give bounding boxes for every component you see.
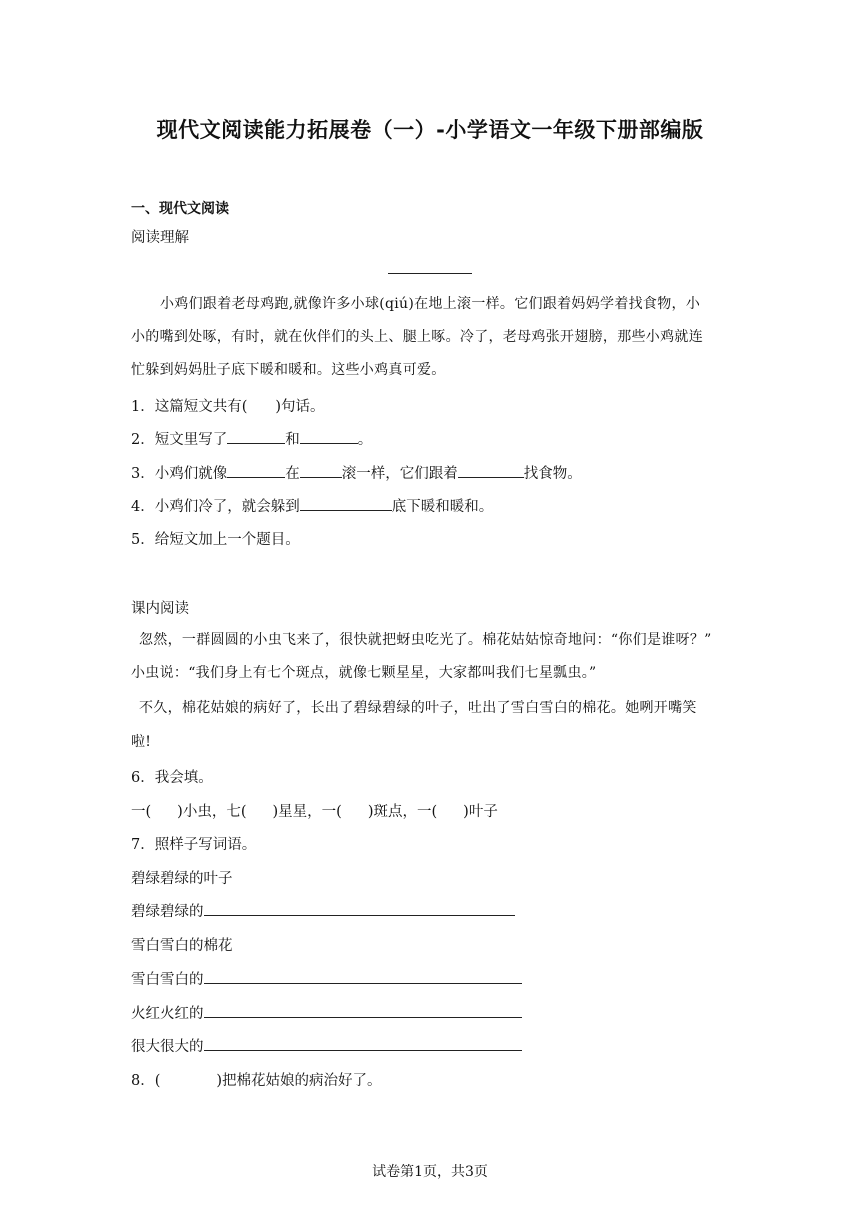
answer-blank[interactable] [300, 429, 358, 444]
question-text: 很大很大的 [131, 1039, 204, 1055]
page-footer: 试卷第1页，共3页 [372, 1164, 488, 1180]
section-heading: 一、现代文阅读 [131, 201, 229, 217]
answer-blank[interactable] [204, 901, 515, 916]
passage-title-blank [388, 273, 472, 274]
question-1 [131, 395, 325, 416]
question-text: 碧绿碧绿的 [131, 904, 204, 920]
answer-blank[interactable] [458, 463, 524, 478]
part-label-reading-comprehension: 阅读理解 [131, 230, 189, 246]
passage-line: 小鸡们跟着老母鸡跑,就像许多小球(qiú)在地上滚一样。它们跟着妈妈学着找食物，小 [160, 296, 701, 312]
question-5: 5．给短文加上一个题目。 [131, 532, 300, 548]
question-3 [131, 462, 582, 483]
passage2-line: 忽然，一群圆圆的小虫飞来了，很快就把蚜虫吃光了。棉花姑姑惊奇地问：“你们是谁呀？” [139, 632, 712, 648]
answer-blank[interactable] [204, 1003, 522, 1018]
question-6: 6．我会填。 [131, 770, 213, 786]
question-text: )把棉花姑娘的病治好了。 [216, 1073, 382, 1089]
question-text: 。 [357, 432, 373, 448]
question-6-fill-line [131, 800, 498, 821]
q7-answer-line [131, 1002, 522, 1023]
answer-blank[interactable] [227, 429, 285, 444]
question-8 [131, 1069, 382, 1090]
passage-line: 小的嘴到处啄，有时，就在伙伴们的头上、腿上啄。冷了，老母鸡张开翅膀，那些小鸡就连 [131, 329, 703, 345]
answer-blank[interactable] [204, 969, 522, 984]
question-text: 8．( [131, 1073, 161, 1089]
question-text: )小虫，七( [177, 804, 247, 820]
question-text: )叶子 [463, 804, 498, 820]
question-4 [131, 495, 493, 516]
question-text: 雪白雪白的 [131, 972, 204, 988]
question-text: 2．短文里写了 [131, 432, 228, 448]
question-text: 火红火红的 [131, 1006, 204, 1022]
passage2-line: 小虫说：“我们身上有七个斑点，就像七颗星星，大家都叫我们七星瓢虫。” [131, 665, 597, 681]
question-2 [131, 428, 372, 449]
passage-line: 忙躲到妈妈肚子底下暖和暖和。这些小鸡真可爱。 [131, 362, 446, 378]
question-text: )斑点，一( [367, 804, 438, 820]
answer-blank[interactable] [300, 463, 342, 478]
question-text: 在 [285, 466, 300, 482]
part-label-in-class-reading: 课内阅读 [131, 601, 189, 617]
q7-answer-line [131, 900, 515, 921]
question-text: 底下暖和暖和。 [391, 499, 494, 515]
q7-answer-line [131, 968, 522, 989]
question-text: 滚一样，它们跟着 [341, 466, 458, 482]
q7-example: 碧绿碧绿的叶子 [131, 871, 233, 887]
passage2-line: 啦! [131, 734, 152, 750]
q7-example: 雪白雪白的棉花 [131, 938, 233, 954]
question-text: 3．小鸡们就像 [131, 466, 228, 482]
question-text: 找食物。 [523, 466, 582, 482]
question-text: )句话。 [275, 399, 325, 415]
answer-blank[interactable] [227, 463, 285, 478]
q7-answer-line [131, 1035, 522, 1056]
question-text: 4．小鸡们冷了，就会躲到 [131, 499, 300, 515]
page-title: 现代文阅读能力拓展卷（一）-小学语文一年级下册部编版 [156, 118, 704, 142]
question-text: 一( [131, 804, 152, 820]
answer-blank[interactable] [300, 496, 392, 511]
answer-blank[interactable] [204, 1036, 522, 1051]
question-text: 1．这篇短文共有( [131, 399, 248, 415]
passage2-line: 不久，棉花姑娘的病好了，长出了碧绿碧绿的叶子，吐出了雪白雪白的棉花。她咧开嘴笑 [139, 700, 697, 716]
question-text: 和 [285, 432, 300, 448]
question-7: 7．照样子写词语。 [131, 837, 257, 853]
question-text: )星星，一( [272, 804, 342, 820]
